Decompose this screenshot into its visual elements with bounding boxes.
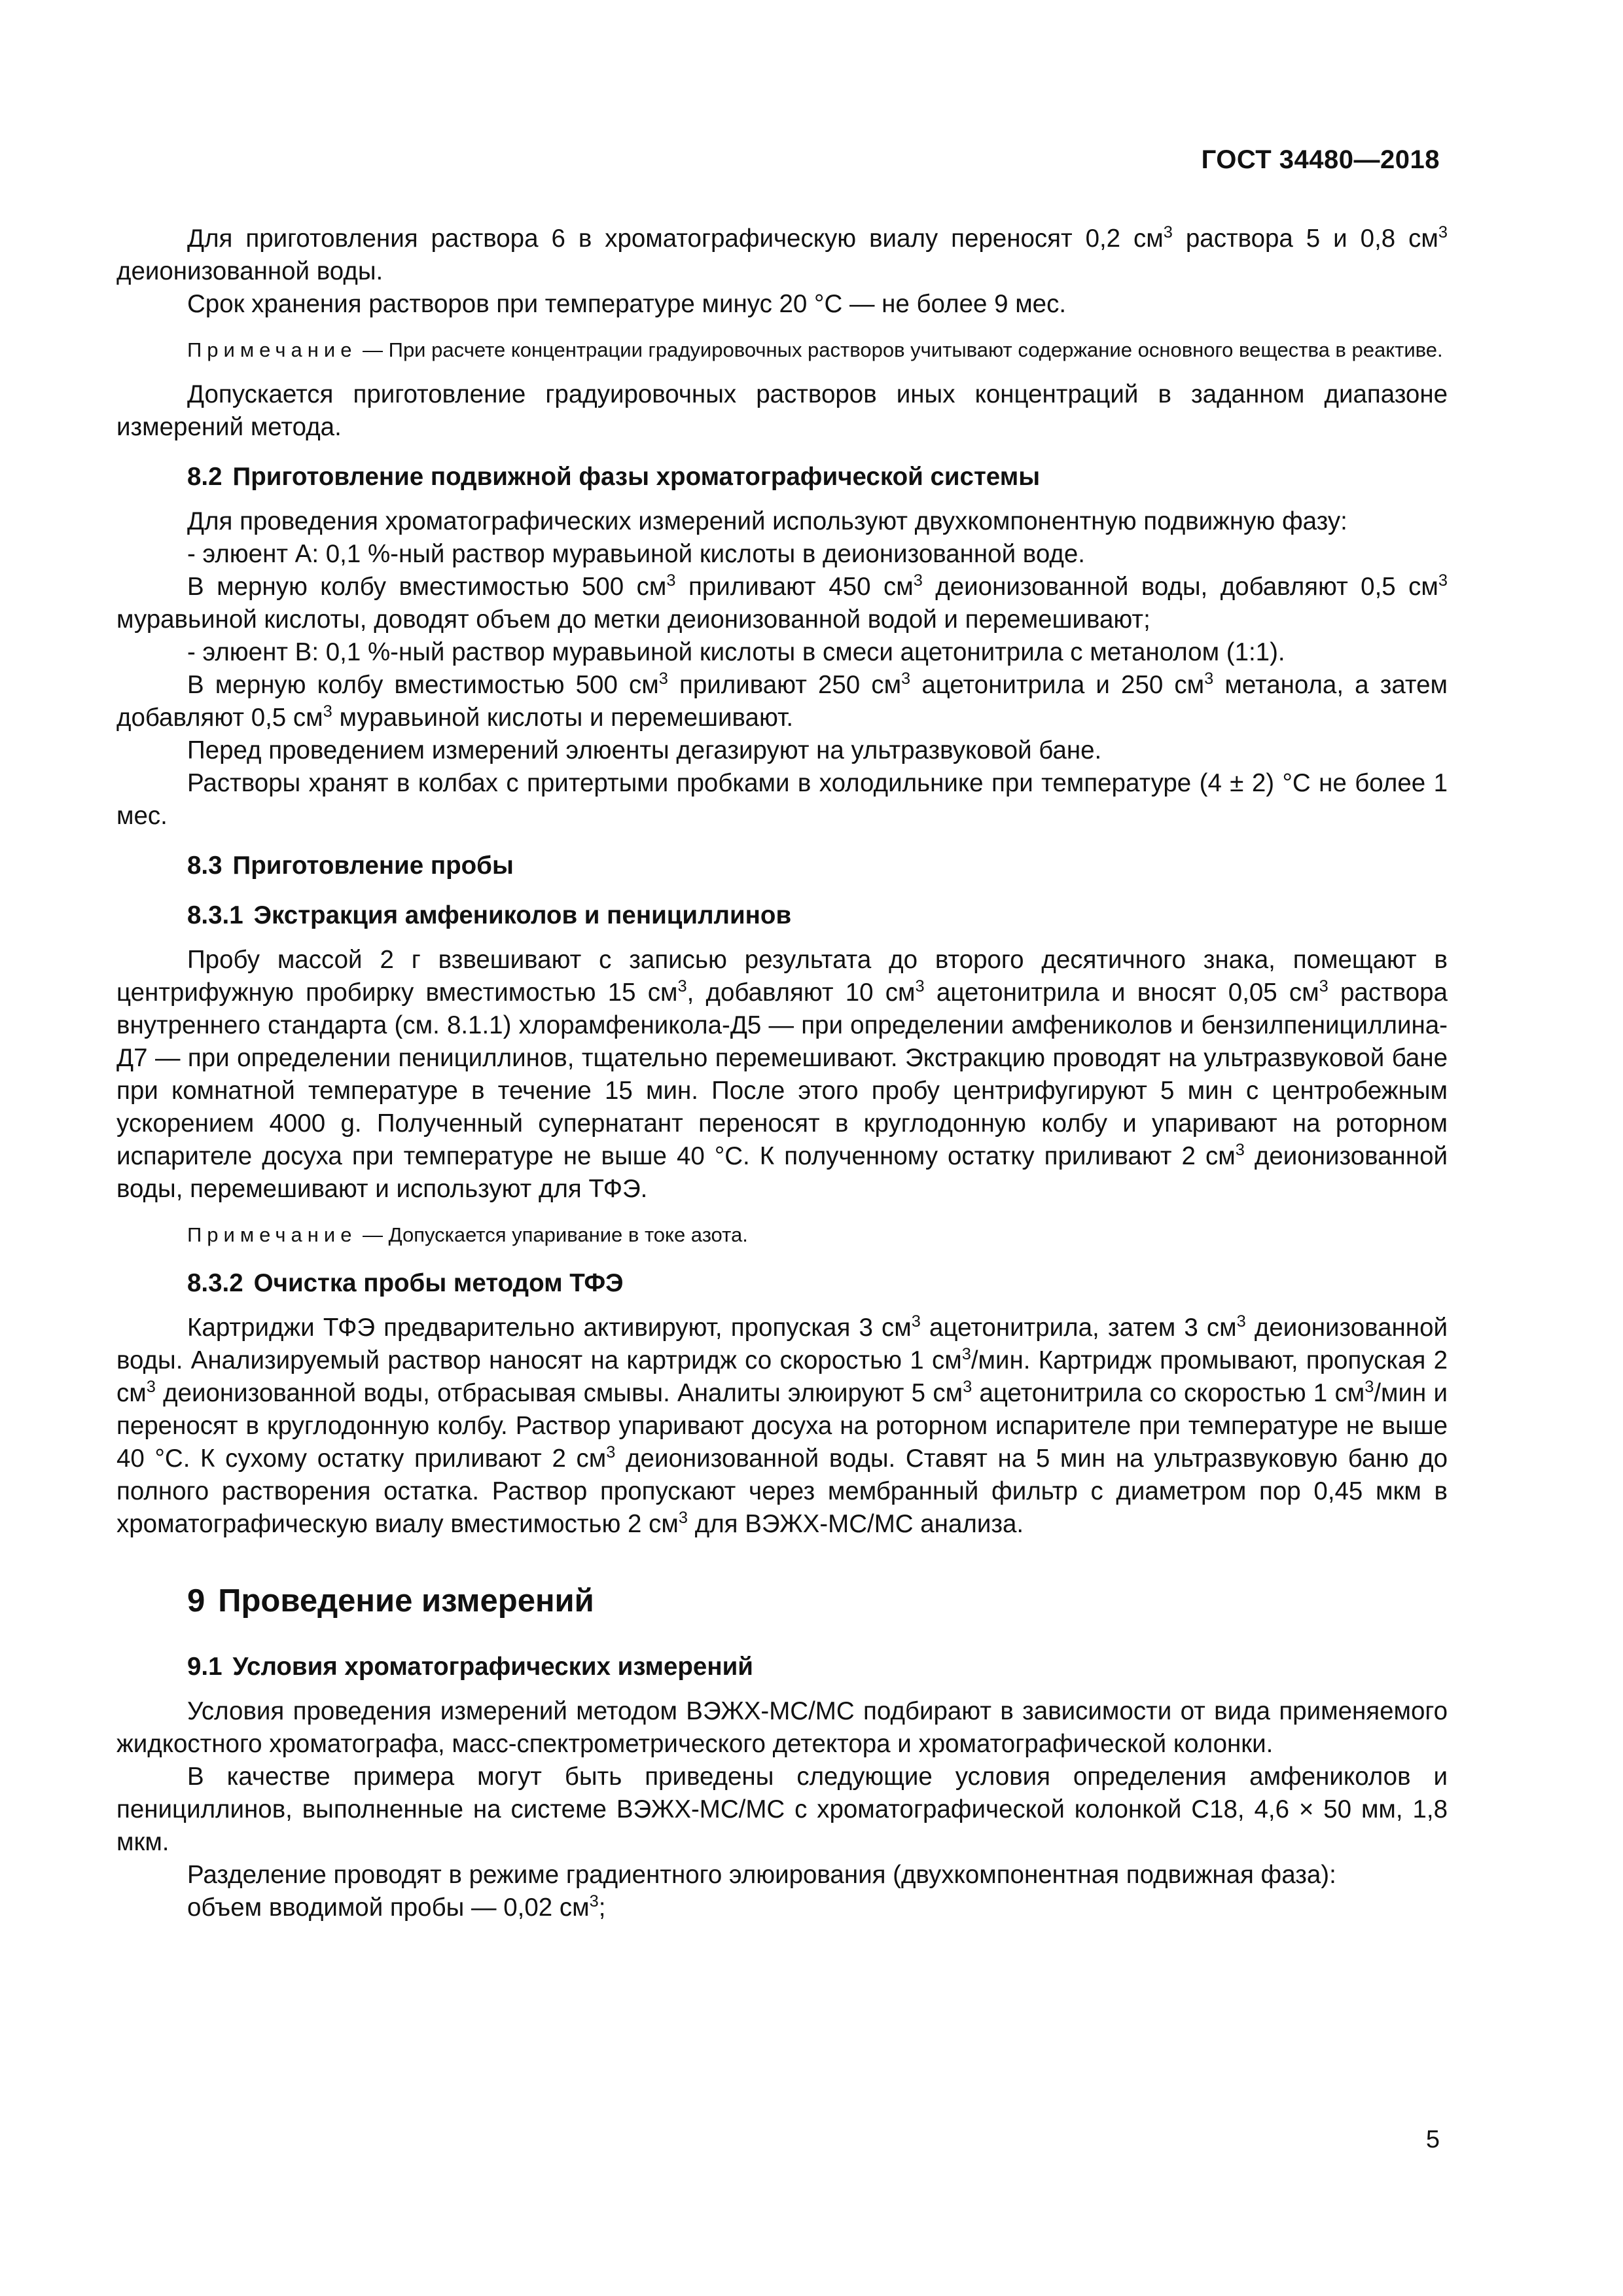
paragraph-conditions: Условия проведения измерений методом ВЭЖХ-МС/МС подбирают в зависимости от вида применяемого жидкостного хроматографа, масс-спектрометрического детектора и хроматографической колонки. (116, 1697, 1448, 1758)
paragraph-extraction: Пробу массой 2 г взвешивают с записью результата до второго десятичного знака, помещают в центрифужную пробирку вместимостью 15 $см^3$, добавляют 10 $см^3$ ацетонитрила и вносят 0,05 $см^3$ раствора внутреннего стандарта (см. 8.1.1) хлорамфеникола-Д5 — при определении амфениколов и бензилпенициллина-Д7 — при определении пенициллинов, тщательно перемешивают. Экстракцию проводят на ультразвуковой бане при комнатной температуре в течение 15 мин. После этого пробу центрифугируют 5 мин с центробежным ускорением 4000 g. Полученный супернатант переносят в круглодонную колбу и упаривают на роторном испарителе досуха при температуре не выше 40 °С. К полученному остатку приливают 2 $см^3$ деионизованной воды, перемешивают и используют для ТФЭ. (116, 946, 1448, 1203)
section-heading-8-3-2: 8.3.2 Очистка пробы методом ТФЭ (187, 1269, 624, 1297)
section-heading-8-2: 8.2 Приготовление подвижной фазы хроматографической системы (187, 463, 1041, 491)
note-lead: Примечание (187, 1223, 357, 1246)
document-body (116, 223, 1448, 1924)
paragraph-storage: Срок хранения растворов при температуре минус 20 °С — не более 9 мес. (187, 290, 1067, 318)
paragraph-eluent-b: - элюент В: 0,1 %-ный раствор муравьиной кислоты в смеси ацетонитрила с метанолом (1:1). (187, 638, 1285, 666)
document-id: ГОСТ 34480—2018 (1201, 145, 1440, 174)
paragraph-degassing: Перед проведением измерений элюенты дегазируют на ультразвуковой бане. (187, 736, 1102, 764)
note-nitrogen: Примечание — Допускается упаривание в токе азота. (187, 1223, 748, 1246)
paragraph-allowed-concentrations: Допускается приготовление градуировочных растворов иных концентраций в заданном диапазоне измерений метода. (116, 380, 1448, 441)
paragraph-mobile-phase: Для проведения хроматографических измерений используют двухкомпонентную подвижную фазу: (187, 507, 1347, 535)
paragraph-gradient-elution: Разделение проводят в режиме градиентного элюирования (двухкомпонентная подвижная фаза): (187, 1861, 1336, 1889)
paragraph-solution-6: Для приготовления раствора 6 в хроматографическую виалу переносят 0,2 $см^3$ раствора 5 и 0,8 $см^3$ деионизованной воды. (116, 223, 1448, 285)
paragraph-example-conditions: В качестве примера могут быть приведены следующие условия определения амфениколов и пенициллинов, выполненные на системе ВЭЖХ-МС/МС с хроматографической колонкой С18, 4,6 × 50 мм, 1,8 мкм. (116, 1763, 1448, 1856)
paragraph-eluent-a-prep: В мерную колбу вместимостью 500 $см^3$ приливают 450 $см^3$ деионизованной воды, добавляют 0,5 $см^3$ муравьиной кислоты, доводят объем до метки деионизованной водой и перемешивают; (116, 571, 1448, 634)
section-heading-9: 9 Проведение измерений (187, 1583, 594, 1619)
paragraph-spe-cleanup: Картриджи ТФЭ предварительно активируют, пропуская 3 $см^3$ ацетонитрила, затем 3 $см^3$ деионизованной воды. Анализируемый раствор наносят на картридж со скоростью 1 $см^3$/мин. Картридж промывают, пропуская 2 $см^3$ деионизованной воды, отбрасывая смывы. Аналиты элюируют 5 $см^3$ ацетонитрила со скоростью 1 $см^3$/мин и переносят в круглодонную колбу. Раствор упаривают досуха на роторном испарителе при температуре не выше 40 °С. К сухому остатку приливают 2 $см^3$ деионизованной воды. Ставят на 5 мин на ультразвуковую баню до полного растворения остатка. Раствор пропускают через мембранный фильтр с диаметром пор 0,45 мкм в хроматографическую виалу вместимостью 2 $см^3$ для ВЭЖХ-МС/МС анализа. (116, 1312, 1448, 1538)
paragraph-eluent-storage: Растворы хранят в колбах с притертыми пробками в холодильнике при температуре (4 ± 2) °С не более 1 мес. (116, 769, 1448, 830)
paragraph-injection-volume: объем вводимой пробы — 0,02 $см^3$; (187, 1892, 606, 1922)
section-heading-9-1: 9.1 Условия хроматографических измерений (187, 1653, 753, 1681)
page-number: 5 (1425, 2126, 1440, 2153)
section-heading-8-3-1: 8.3.1 Экстракция амфениколов и пенициллинов (187, 901, 792, 929)
paragraph-eluent-b-prep: В мерную колбу вместимостью 500 $см^3$ приливают 250 $см^3$ ацетонитрила и 250 $см^3$ метанола, а затем добавляют 0,5 $см^3$ муравьиной кислоты и перемешивают. (116, 670, 1448, 732)
paragraph-eluent-a: - элюент А: 0,1 %-ный раствор муравьиной кислоты в деионизованной воде. (187, 540, 1085, 568)
note-calibration: Примечание — При расчете концентрации градуировочных растворов учитывают содержание основного вещества в реактиве. (187, 338, 1443, 361)
note-lead: Примечание (187, 338, 357, 361)
section-heading-8-3: 8.3 Приготовление пробы (187, 852, 514, 880)
